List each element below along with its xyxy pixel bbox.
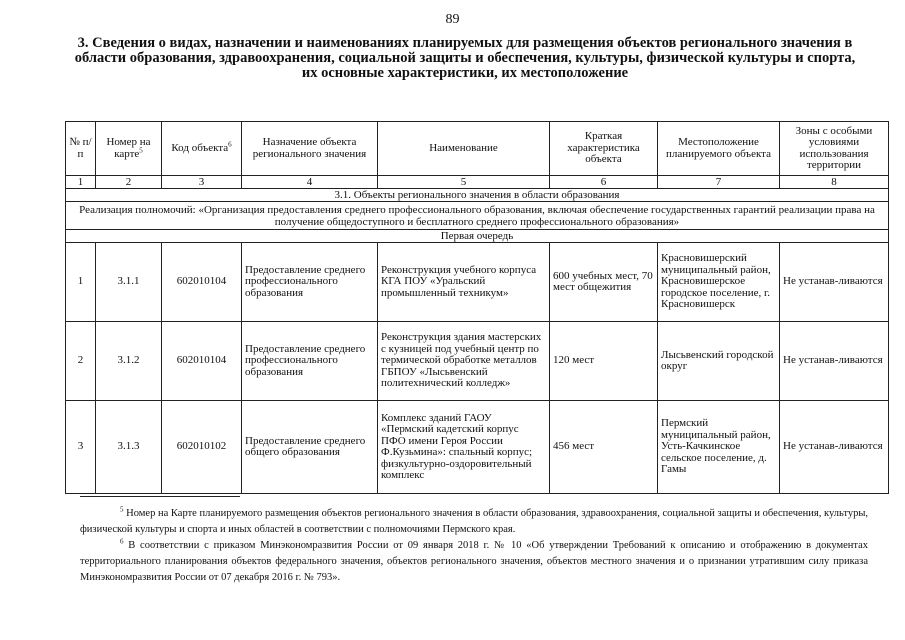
footnote-5: [80, 506, 868, 538]
queue-label: Первая очередь: [66, 230, 889, 243]
header-code: Код объекта$^6$: [162, 122, 242, 176]
row-characteristic: 120 мест: [550, 322, 658, 401]
column-number: 3: [162, 176, 242, 189]
footnote-mark: 6: [120, 537, 124, 546]
row-num: 2: [66, 322, 96, 401]
row-code: 602010104: [162, 322, 242, 401]
column-number: 8: [780, 176, 889, 189]
column-number: 5: [378, 176, 550, 189]
row-num: 1: [66, 243, 96, 322]
section-title-row: [66, 189, 889, 202]
page-number: 89: [445, 12, 460, 27]
footnote-separator: [80, 496, 240, 497]
mandate-text: Реализация полномочий: «Организация предоставления среднего профессионального образования, включая обеспечение государственных гарантий реализации права на получение общедоступного и бесплатного среднего профессионального образования»: [66, 202, 889, 230]
row-num: 3: [66, 401, 96, 494]
objects-table: [65, 121, 889, 494]
header-location: Местоположение планируемого объекта: [658, 122, 780, 176]
header-name: Наименование: [378, 122, 550, 176]
section-heading: 3. Сведения о видах, назначении и наименованиях планируемых для размещения объектов регионального значения в области образования, здравоохранения, социальной защиты и обеспечения, культуры, физической культуры и спорта, их основные характеристики, их местоположение: [74, 35, 856, 81]
table-row: [66, 401, 889, 494]
header-zones: Зоны с особыми условиями использования территории: [780, 122, 889, 176]
row-location: Лысьвенский городской округ: [658, 322, 780, 401]
row-name: Реконструкция учебного корпуса КГА ПОУ «Уральский промышленный техникум»: [378, 243, 550, 322]
row-map-num: 3.1.1: [96, 243, 162, 322]
row-location: Красновишерский муниципальный район, Красновишерское городское поселение, г. Красновишерск: [658, 243, 780, 322]
row-location: Пермский муниципальный район, Усть-Качкинское сельское поселение, д. Гамы: [658, 401, 780, 494]
column-number: 1: [66, 176, 96, 189]
header-num: № п/п: [66, 122, 96, 176]
section-title: 3.1. Объекты регионального значения в области образования: [66, 189, 889, 202]
row-characteristic: 600 учебных мест, 70 мест общежития: [550, 243, 658, 322]
row-purpose: Предоставление среднего профессионального образования: [242, 243, 378, 322]
table-row: [66, 322, 889, 401]
table-row: [66, 243, 889, 322]
row-zones: Не устанав-ливаются: [780, 401, 889, 494]
column-numbers-row: [66, 176, 889, 189]
row-purpose: Предоставление среднего профессионального образования: [242, 322, 378, 401]
row-zones: Не устанав-ливаются: [780, 243, 889, 322]
header-characteristic: Краткая характеристика объекта: [550, 122, 658, 176]
column-number: 4: [242, 176, 378, 189]
footnote-6: [80, 538, 868, 586]
row-name: Комплекс зданий ГАОУ «Пермский кадетский корпус ПФО имени Героя России Ф.Кузьмина»: спальный корпус; физкультурно-оздоровительный комплекс: [378, 401, 550, 494]
row-map-num: 3.1.3: [96, 401, 162, 494]
row-purpose: Предоставление среднего общего образования: [242, 401, 378, 494]
mandate-row: [66, 202, 889, 230]
row-zones: Не устанав-ливаются: [780, 322, 889, 401]
row-code: 602010104: [162, 243, 242, 322]
row-characteristic: 456 мест: [550, 401, 658, 494]
footnote-text: В соответствии с приказом Минэкономразвития России от 09 января 2018 г. № 10 «Об утверждении Требований к описанию и отображению в документах территориального планирования объектов федерального значения, объектов регионального значения, объектов местного значения и о признании утратившим силу приказа Минэкономразвития России от 07 декабря 2016 г. № 793».: [80, 540, 869, 583]
column-number: 7: [658, 176, 780, 189]
row-map-num: 3.1.2: [96, 322, 162, 401]
row-name: Реконструкция здания мастерских с кузницей под учебный центр по термической обработке металлов ГБПОУ «Лысьвенский политехнический колледж»: [378, 322, 550, 401]
column-number: 2: [96, 176, 162, 189]
footnote-text: Номер на Карте планируемого размещения объектов регионального значения в области образования, здравоохранения, социальной защиты и обеспечения, культуры, физической культуры и спорта и иных областей в соответствии с полномочиями Пермского края.: [80, 508, 868, 535]
queue-row: [66, 230, 889, 243]
header-map-num: Номер на карте$^5$: [96, 122, 162, 176]
row-code: 602010102: [162, 401, 242, 494]
table-header-row: [66, 122, 889, 176]
column-number: 6: [550, 176, 658, 189]
footnote-mark: 5: [120, 505, 124, 514]
header-purpose: Назначение объекта регионального значения: [242, 122, 378, 176]
